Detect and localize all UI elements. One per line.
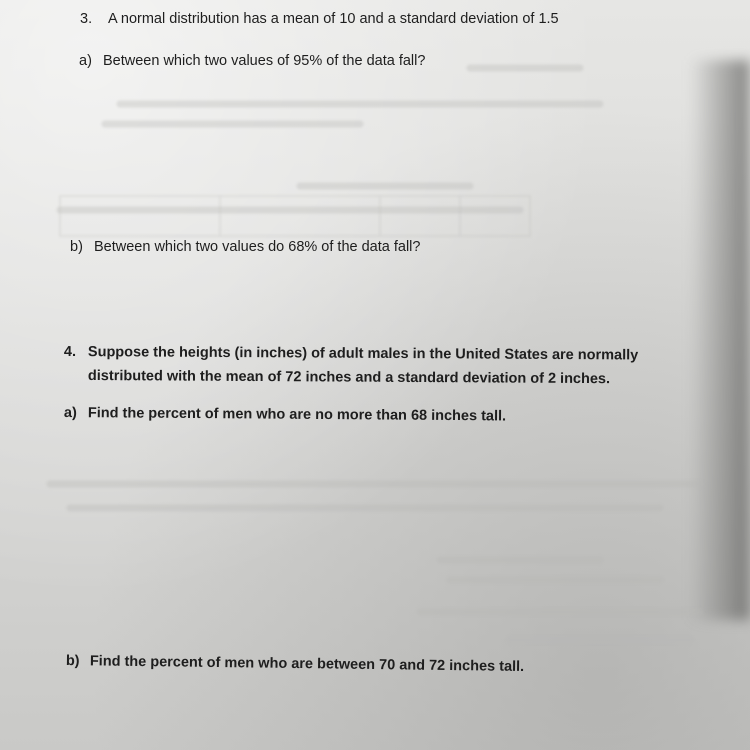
question-4-number: 4. — [63, 343, 77, 361]
question-4b-text: Find the percent of men who are between 70 and 72 inches tall. — [89, 653, 525, 675]
question-3b — [70, 238, 420, 258]
question-3a-label: a) — [79, 53, 92, 69]
question-4-stem-line2 — [88, 367, 610, 390]
question-3-number: 3. — [80, 11, 93, 27]
question-3-stem — [80, 10, 559, 30]
question-4-text-line2: distributed with the mean of 72 inches and a standard deviation of 2 inches. — [87, 367, 611, 388]
question-4-text-line1: Suppose the heights (in inches) of adult males in the United States are normally — [87, 344, 639, 364]
question-3a-text: Between which two values of 95% of the data fall? — [103, 53, 426, 69]
question-4a-label: a) — [63, 404, 77, 422]
question-4-stem — [64, 343, 638, 366]
question-3b-text: Between which two values do 68% of the data fall? — [94, 239, 421, 255]
question-3-text: A normal distribution has a mean of 10 and a standard deviation of 1.5 — [108, 11, 559, 27]
question-4b-label: b) — [65, 652, 80, 670]
question-3a — [79, 52, 425, 72]
question-4a-text: Find the percent of men who are no more than 68 inches tall. — [87, 405, 507, 425]
question-4a — [64, 404, 506, 427]
question-3b-label: b) — [70, 239, 83, 255]
